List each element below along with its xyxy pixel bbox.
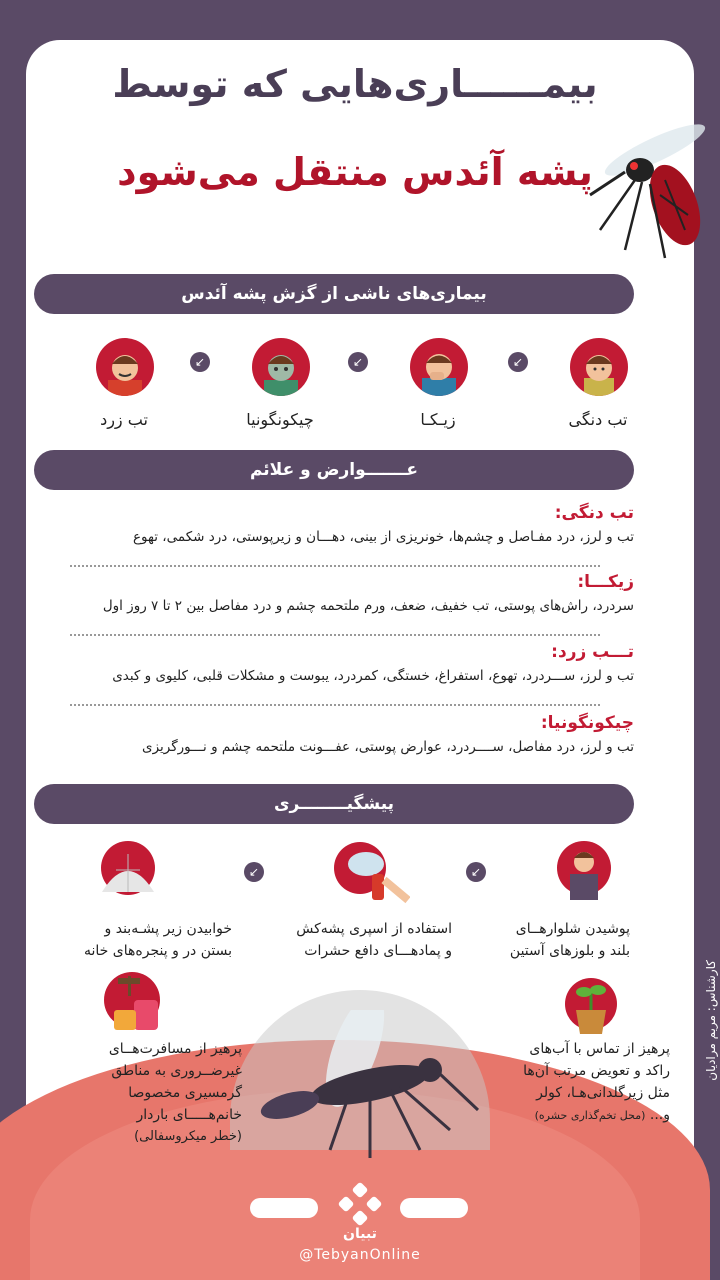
mosquito-net-icon xyxy=(98,840,158,900)
prevention-line-part: و... xyxy=(645,1107,670,1123)
diseases-header: بیماری‌های ناشی از گزش پشه آئدس xyxy=(34,274,634,314)
arrow-icon: ↙ xyxy=(466,862,486,882)
symptom-text: تب و لرز، درد مفاصل، ســــردرد، عوارض پوستی، عفـــونت ملتحمه چشم و نـــورگریزی xyxy=(142,739,634,755)
dotted-divider xyxy=(70,704,600,706)
logo-text: تبیان xyxy=(343,1226,377,1242)
mosquito-top-icon xyxy=(570,80,720,260)
dotted-divider xyxy=(70,634,600,636)
disease-label-zika: زیـکـا xyxy=(420,410,456,429)
symptom-zika xyxy=(34,572,634,614)
prevention-line: گرمسیری مخصوصا xyxy=(128,1085,242,1101)
prevention-line: پرهیز از مسافرت‌هــای xyxy=(108,1041,242,1057)
prevention-line: خانم‌هـــــای باردار xyxy=(136,1107,242,1123)
title-line-2: پشه آئدس منتقل می‌شود xyxy=(117,150,593,194)
prevention-header: پیشگیــــــــری xyxy=(34,784,634,824)
prevention-note: (محل تخم‌گذاری حشره) xyxy=(534,1109,646,1122)
credit-text: کارشناس: مریم مرادیان xyxy=(704,960,718,1081)
arrow-icon: ↙ xyxy=(244,862,264,882)
prevention-line: پوشیدن شلوارهــای xyxy=(515,921,630,937)
mosquito-large-icon xyxy=(250,1010,480,1160)
prevention-standing-water xyxy=(470,1038,670,1127)
prevention-note: (خطر میکروسفالی) xyxy=(134,1129,242,1144)
arrow-icon: ↙ xyxy=(190,352,210,372)
symptom-title: تـــب زرد: xyxy=(551,642,634,662)
prevention-clothes xyxy=(440,918,630,962)
prevention-net xyxy=(42,918,232,962)
prevention-line: بستن در و پنجره‌های خانه xyxy=(84,943,232,959)
symptom-text: سردرد، راش‌های پوستی، تب خفیف، ضعف، ورم ملتحمه چشم و درد مفاصل بین ۲ تا ۷ روز اول xyxy=(102,598,634,614)
luggage-icon xyxy=(100,970,164,1036)
prevention-line: خوابیدن زیر پشـه‌بند و xyxy=(104,921,232,937)
plant-pot-icon xyxy=(564,976,618,1036)
tebyan-logo-icon xyxy=(338,1182,382,1226)
disease-label-dengue: تب دنگی xyxy=(568,410,628,429)
chikungunya-child-icon xyxy=(252,338,310,396)
prevention-line: بلند و بلوزهای آستین xyxy=(509,943,630,959)
prevention-line: راکد و تعویض مرتب آن‌ها xyxy=(523,1063,670,1079)
disease-label-chikungunya: چیکونگونیا xyxy=(246,410,314,429)
dengue-child-icon xyxy=(570,338,628,396)
prevention-spray xyxy=(262,918,452,962)
arrow-icon: ↙ xyxy=(348,352,368,372)
long-clothes-person-icon xyxy=(556,840,612,900)
zika-child-icon xyxy=(410,338,468,396)
symptom-title: تب دنگی: xyxy=(554,503,634,523)
prevention-travel xyxy=(52,1038,242,1148)
yellow-fever-child-icon xyxy=(96,338,154,396)
prevention-line: مثل زیرگلدانی‌هـا، کولر xyxy=(536,1085,670,1101)
prevention-line: پرهیز از تماس با آب‌های xyxy=(529,1041,670,1057)
symptom-chikungunya xyxy=(34,713,634,755)
social-handle[interactable]: @TebyanOnline xyxy=(299,1247,421,1263)
symptom-title: چیکونگونیا: xyxy=(540,713,634,733)
symptom-yellow-fever xyxy=(34,642,634,684)
social-icons-right[interactable] xyxy=(400,1198,468,1218)
prevention-line xyxy=(470,1104,670,1127)
symptom-title: زیکـــا: xyxy=(577,572,634,592)
insect-spray-icon xyxy=(330,840,410,910)
symptom-text: تب و لرز، درد مفـاصل و چشم‌ها، خونریزی از بینی، دهـــان و زیرپوستی، درد شکمی، تهوع xyxy=(133,529,634,545)
prevention-line: و پمادهـــای دافع حشرات xyxy=(304,943,452,959)
arrow-icon: ↙ xyxy=(508,352,528,372)
disease-label-yellow-fever: تب زرد xyxy=(100,410,148,429)
prevention-line: غیرضــروری به مناطق xyxy=(111,1063,242,1079)
prevention-line: استفاده از اسپری پشه‌کش xyxy=(296,921,452,937)
symptoms-header: عـــــــوارض و علائم xyxy=(34,450,634,490)
symptom-dengue xyxy=(34,503,634,545)
dotted-divider xyxy=(70,565,600,567)
title-line-1: بیمــــــاری‌هایی که توسط xyxy=(112,62,598,106)
symptom-text: تب و لرز، ســـردرد، تهوع، استفراغ، خستگی، کمردرد، یبوست و مشکلات قلبی، کلیوی و کبدی xyxy=(112,668,634,684)
social-icons-left[interactable] xyxy=(250,1198,318,1218)
